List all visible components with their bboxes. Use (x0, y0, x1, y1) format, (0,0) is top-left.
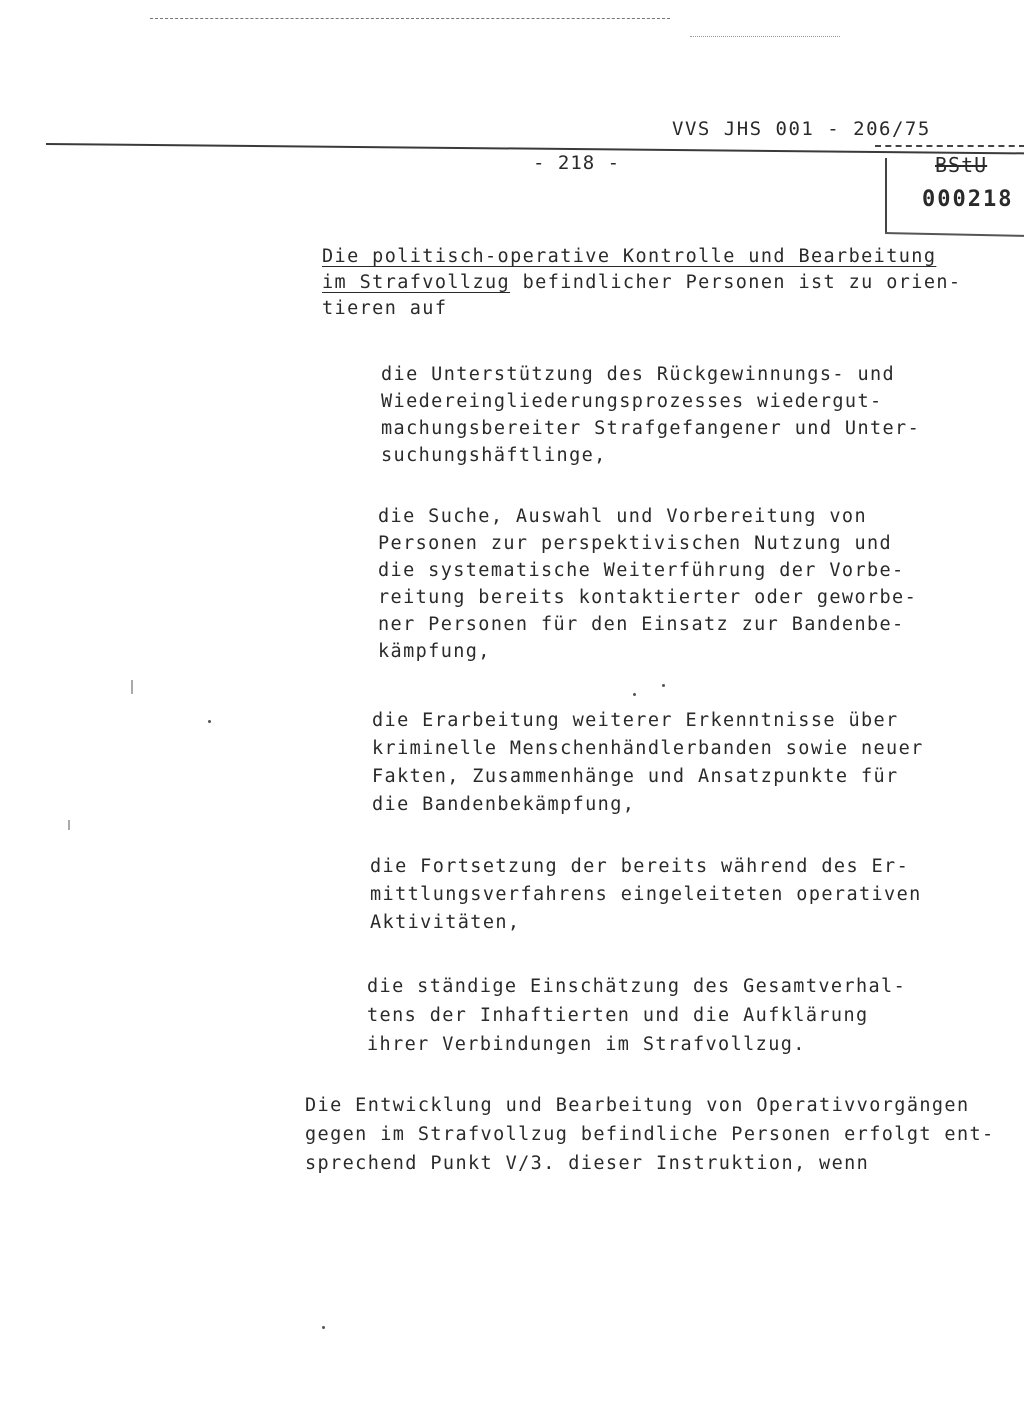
list-item-line: die Suche, Auswahl und Vorbereitung von (378, 506, 867, 527)
intro-line (322, 274, 961, 293)
scan-speck (322, 1326, 325, 1329)
intro-line: tieren auf (322, 298, 448, 319)
intro-line: Die politisch-operative Kontrolle und Bearbeitung (322, 246, 937, 267)
list-item-line: Fakten, Zusammenhänge und Ansatzpunkte für (372, 766, 899, 787)
list-item-line: Personen zur perspektivischen Nutzung und (378, 533, 893, 554)
stamp-border (875, 145, 1024, 147)
list-item-line: kämpfung, (378, 641, 491, 662)
list-item-line: die Fortsetzung der bereits während des Er- (370, 856, 910, 877)
scan-artifact-mark (131, 680, 133, 694)
list-item-line: die Unterstützung des Rückgewinnungs- und (381, 364, 896, 385)
stamp-border (885, 232, 1024, 237)
list-item-line: reitung bereits kontaktierter oder geworbe- (378, 587, 918, 608)
closing-line: sprechend Punkt V/3. dieser Instruktion, wenn (305, 1153, 870, 1174)
stamp-label: BStU (935, 153, 988, 177)
list-item-line: die ständige Einschätzung des Gesamtverhal- (367, 976, 907, 997)
list-item-line: mittlungsverfahrens eingeleiteten operativen (370, 884, 922, 905)
stamp-number: 000218 (922, 187, 1014, 212)
list-item-line: die Bandenbekämpfung, (372, 794, 636, 815)
closing-line: gegen im Strafvollzug befindliche Personen erfolgt ent- (305, 1124, 995, 1145)
stamp-border (885, 158, 887, 233)
list-item-line: suchungshäftlinge, (381, 445, 607, 466)
list-item-line: Wiedereingliederungsprozesses wiedergut- (381, 391, 883, 412)
list-item-line: machungsbereiter Strafgefangener und Unter- (381, 418, 921, 439)
scan-speck (662, 684, 665, 687)
closing-line: Die Entwicklung und Bearbeitung von Operativvorgängen (305, 1095, 970, 1116)
scan-artifact-mark (68, 820, 70, 830)
scan-artifact-line (150, 18, 670, 19)
list-item-line: ihrer Verbindungen im Strafvollzug. (367, 1034, 806, 1055)
list-item-line: ner Personen für den Einsatz zur Bandenbe- (378, 614, 905, 635)
document-reference: VVS JHS 001 - 206/75 (672, 118, 931, 140)
scan-artifact-line (690, 36, 840, 37)
intro-line-rest: befindlicher Personen ist zu orien- (510, 272, 962, 293)
scan-speck (208, 720, 211, 723)
list-item-line: Aktivitäten, (370, 912, 521, 933)
list-item-line: tens der Inhaftierten und die Aufklärung (367, 1005, 869, 1026)
list-item-line: die systematische Weiterführung der Vorbe- (378, 560, 905, 581)
scan-speck (633, 693, 636, 696)
intro-underlined-phrase: im Strafvollzug (322, 272, 511, 293)
list-item-line: kriminelle Menschenhändlerbanden sowie neuer (372, 738, 924, 759)
page-number: - 218 - (533, 152, 621, 174)
list-item-line: die Erarbeitung weiterer Erkenntnisse über (372, 710, 899, 731)
